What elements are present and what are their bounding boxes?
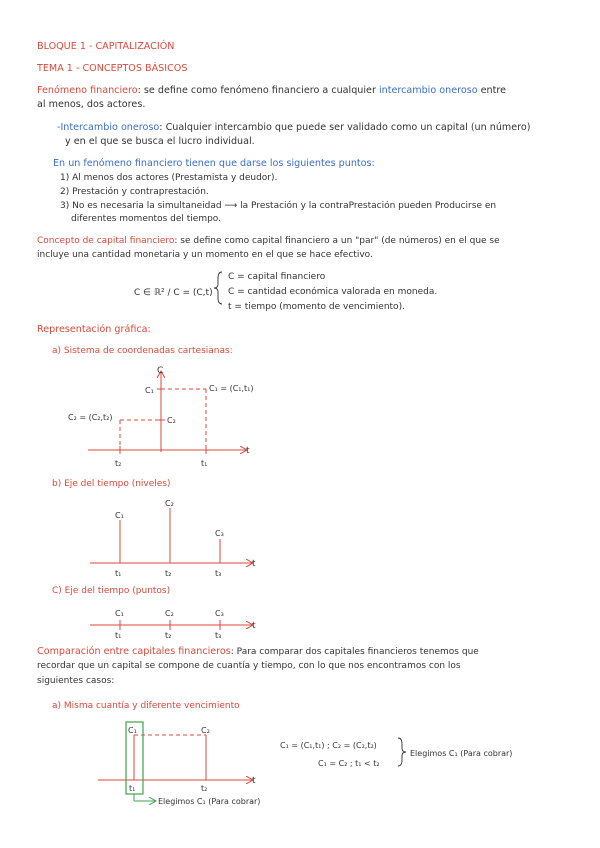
- comparacion-def: : Para comparar dos capitales financieros tenemos que: [230, 647, 479, 657]
- point-c2-label: C₂: [165, 609, 174, 618]
- capital-brace: [214, 272, 222, 304]
- capital-def-3: t = tiempo (momento de vencimiento).: [228, 302, 405, 312]
- comp-eq2: C₁ = C₂ ; t₁ < t₂: [318, 759, 380, 768]
- point-c3-label: C₃: [215, 609, 224, 618]
- chart-comparison: [98, 722, 512, 806]
- intercambio-line2: y en el que se busca el lucro individual.: [65, 136, 255, 147]
- representacion-heading: Representación gráfica:: [37, 324, 151, 335]
- chart-d-x-label: t: [252, 776, 256, 786]
- bar-t2-label: t₂: [165, 569, 172, 578]
- comp-brace: [398, 738, 406, 766]
- capital-formula: C ∈ ℝ² / C = (C,t): [134, 288, 213, 298]
- chart-levels: [90, 499, 256, 578]
- bar-c3-label: C₃: [215, 529, 224, 538]
- block-title: BLOQUE 1 - CAPITALIZACIÓN: [37, 41, 175, 52]
- chart-cartesian: [68, 366, 254, 468]
- chart-a-y-label: C: [157, 366, 164, 376]
- puntos-item-2: 2) Prestación y contraprestación.: [60, 187, 209, 197]
- capital-line2: incluye una cantidad monetaria y un momento en el que se hace efectivo.: [37, 250, 373, 260]
- comp-c2-label: C₂: [201, 726, 210, 735]
- chart-b-x-label: t: [252, 559, 256, 569]
- c2-axis-label: C₂: [167, 416, 176, 425]
- comp-t2-label: t₂: [201, 784, 208, 793]
- intercambio-def: : Cualquier intercambio que puede ser validado como un capital (un número): [159, 122, 531, 133]
- capital-term: Concepto de capital financiero: [37, 236, 175, 246]
- capital-def-2: C = cantidad económica valorada en moneda.: [228, 287, 438, 297]
- comp-eq1: C₁ = (C₁,t₁) ; C₂ = (C₂,t₂): [280, 741, 377, 750]
- point2-label: C₂ = (C₂,t₂): [68, 413, 113, 422]
- comp-c1-label: C₁: [128, 726, 137, 735]
- comparacion-line2: recordar que un capital se compone de cuantía y tiempo, con lo que nos encontramos con los: [37, 661, 461, 671]
- chart-c-x-label: t: [252, 621, 256, 631]
- point-c1-label: C₁: [115, 609, 124, 618]
- fenomeno-def1: : se define como fenómeno financiero a cualquier: [137, 85, 379, 96]
- t2-label: t₂: [115, 459, 122, 468]
- fenomeno-line2: al menos, dos actores.: [37, 99, 146, 110]
- capital-def: : se define como capital financiero a un "par" (de números) en el que se: [174, 236, 500, 246]
- chart-a-x-label: t: [246, 446, 250, 456]
- bar-t1-label: t₁: [115, 569, 122, 578]
- puntos-item-1: 1) Al menos dos actores (Prestamista y deudor).: [60, 173, 278, 183]
- chart-points: [90, 609, 256, 640]
- intercambio-link: intercambio oneroso: [378, 85, 478, 96]
- point-t3-label: t₃: [215, 631, 222, 640]
- bar-t3-label: t₃: [215, 569, 222, 578]
- point1-label: C₁ = (C₁,t₁): [209, 384, 254, 393]
- point-t2-label: t₂: [165, 631, 172, 640]
- puntos-heading: En un fenómeno financiero tienen que darse los siguientes puntos:: [53, 158, 375, 169]
- comp-arrow-text: Elegimos C₁ (Para cobrar): [158, 797, 261, 806]
- c1-axis-label: C₁: [145, 386, 154, 395]
- t1-label: t₁: [201, 459, 208, 468]
- comp-brace-text: Elegimos C₁ (Para cobrar): [410, 749, 513, 758]
- comparacion-term: Comparación entre capitales financieros: [37, 646, 231, 657]
- puntos-item-3-cont: diferentes momentos del tiempo.: [71, 214, 222, 224]
- bar-c1-label: C₁: [115, 511, 124, 520]
- fenomeno-term: Fenómeno financiero: [37, 85, 138, 96]
- repr-a-label: a) Sistema de coordenadas cartesianas:: [52, 346, 233, 356]
- repr-c-label: C) Eje del tiempo (puntos): [52, 586, 171, 596]
- point-t1-label: t₁: [115, 631, 122, 640]
- capital-def-1: C = capital financiero: [228, 272, 326, 282]
- bar-c2-label: C₂: [165, 499, 174, 508]
- intercambio-term: -Intercambio oneroso: [57, 122, 160, 133]
- topic-title: TEMA 1 - CONCEPTOS BÁSICOS: [37, 63, 188, 74]
- puntos-item-3: 3) No es necesaria la simultaneidad ⟶ la Prestación y la contraPrestación pueden Producirse en: [60, 201, 497, 211]
- fenomeno-def2: entre: [477, 85, 507, 96]
- comparacion-line3: siguientes casos:: [37, 676, 115, 686]
- repr-b-label: b) Eje del tiempo (niveles): [52, 479, 171, 489]
- comp-t1-label: t₁: [129, 784, 136, 793]
- comp-a-label: a) Misma cuantía y diferente vencimiento: [52, 701, 240, 711]
